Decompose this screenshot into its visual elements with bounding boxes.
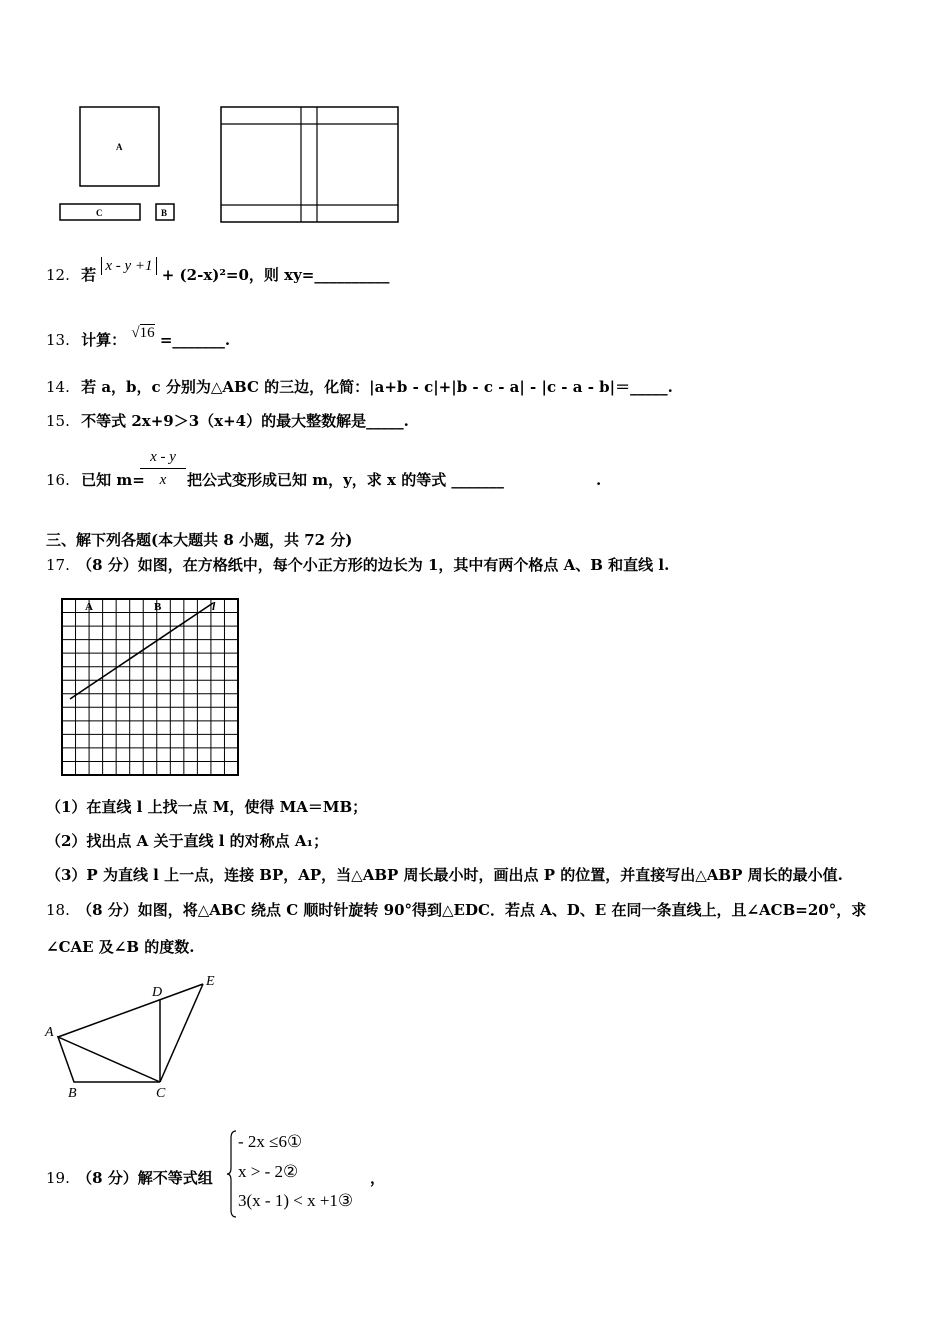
question-14-text: 若 a，b，c 分别为△ABC 的三边，化简：|a+b - c|+|b - c - a| - |c - a - b|＝_____. (81, 378, 673, 396)
question-13 (46, 325, 231, 351)
question-12-number: 12. (46, 266, 70, 284)
question-18-number: 18. (46, 901, 70, 919)
question-16-fraction (140, 448, 186, 489)
inequality-3: 3(x - 1) < x +1③ (238, 1191, 354, 1210)
inequality-2: x > - 2② (238, 1162, 299, 1181)
point-label-d: D (152, 985, 163, 1000)
inequality-1: - 2x ≤6① (238, 1132, 303, 1151)
composite-rectangle-diagram (218, 104, 402, 226)
question-12-prefix: 若 (81, 266, 97, 284)
point-label-b: B (68, 1086, 77, 1101)
point-label-a: A (45, 1025, 54, 1040)
question-19-system (226, 1128, 376, 1220)
question-14-number: 14. (46, 378, 70, 396)
triangle-rotation-diagram (40, 970, 230, 1105)
point-label-c: C (156, 1086, 166, 1101)
question-15-number: 15. (46, 412, 70, 430)
grid-paper (58, 595, 244, 779)
question-17-sub1: （1）在直线 l 上找一点 M，使得 MA＝MB； (46, 798, 368, 816)
triangle-abc (58, 1037, 160, 1082)
question-16-prefix: 已知 m= (81, 471, 145, 489)
line-l (70, 603, 213, 699)
question-16-numerator: x - y (150, 449, 176, 465)
segment-ec (160, 984, 203, 1082)
question-12 (46, 258, 390, 285)
question-13-sqrt: √16 (131, 325, 155, 341)
question-17-number: 17. (46, 556, 70, 574)
question-13-prefix: 计算： (81, 331, 127, 349)
top-figure-left (55, 100, 185, 225)
question-19-trail: ， (370, 1169, 386, 1187)
question-18-figure (40, 970, 230, 1105)
question-13-radicand: 16 (139, 325, 155, 341)
shapes-abc-diagram (55, 100, 185, 225)
rect-c-label: C (96, 208, 103, 218)
question-17-sub2: （2）找出点 A 关于直线 l 的对称点 A₁； (46, 832, 329, 850)
question-18-line1: （8 分）如图，将△ABC 绕点 C 顺时针旋转 90°得到△EDC．若点 A、D、E 在同一条直线上，且∠ACB=20°，求 (77, 901, 867, 919)
section-three-title: 三、解下列各题(本大题共 8 小题，共 72 分) (46, 531, 353, 549)
fraction-bar (140, 468, 186, 469)
question-19 (46, 1168, 213, 1188)
square-b-label: B (161, 208, 168, 218)
question-14 (46, 377, 673, 397)
grid-label-b: B (154, 601, 162, 613)
question-15 (46, 411, 409, 431)
question-12-abs-text: x - y +1 (105, 258, 153, 274)
point-label-e: E (206, 974, 215, 989)
question-13-number: 13. (46, 331, 70, 349)
question-17-grid-figure (58, 595, 244, 779)
question-17-text: （8 分）如图，在方格纸中，每个小正方形的边长为 1，其中有两个格点 A、B 和直线 l. (77, 556, 670, 574)
question-13-suffix: =_______. (159, 331, 231, 349)
segment-ae (58, 984, 203, 1037)
question-18-line2: ∠CAE 及∠B 的度数. (46, 938, 195, 956)
top-figure-right (218, 104, 402, 226)
question-18 (46, 900, 866, 920)
square-a-label: A (116, 142, 123, 152)
question-19-text: （8 分）解不等式组 (77, 1169, 213, 1187)
question-16-rest (187, 470, 504, 490)
question-12-abs-expression (101, 257, 156, 275)
question-17 (46, 555, 669, 575)
question-16-end: . (596, 471, 602, 489)
question-16-denominator: x (159, 472, 167, 488)
question-12-suffix: + (2-x)²=0，则 xy=__________ (161, 266, 390, 284)
question-19-number: 19. (46, 1169, 70, 1187)
question-17-sub3: （3）P 为直线 l 上一点，连接 BP，AP，当△ABP 周长最小时，画出点 P 的位置，并直接写出△ABP 周长的最小值. (46, 866, 843, 884)
question-16-suffix: 把公式变形成已知 m，y，求 x 的等式 _______ (187, 471, 504, 489)
grid-label-a: A (85, 601, 93, 613)
left-brace-icon (226, 1128, 238, 1220)
question-16 (46, 470, 145, 490)
question-16-number: 16. (46, 471, 70, 489)
question-15-text: 不等式 2x+9＞3（x+4）的最大整数解是_____. (81, 412, 409, 430)
grid-label-l: l (212, 599, 216, 613)
